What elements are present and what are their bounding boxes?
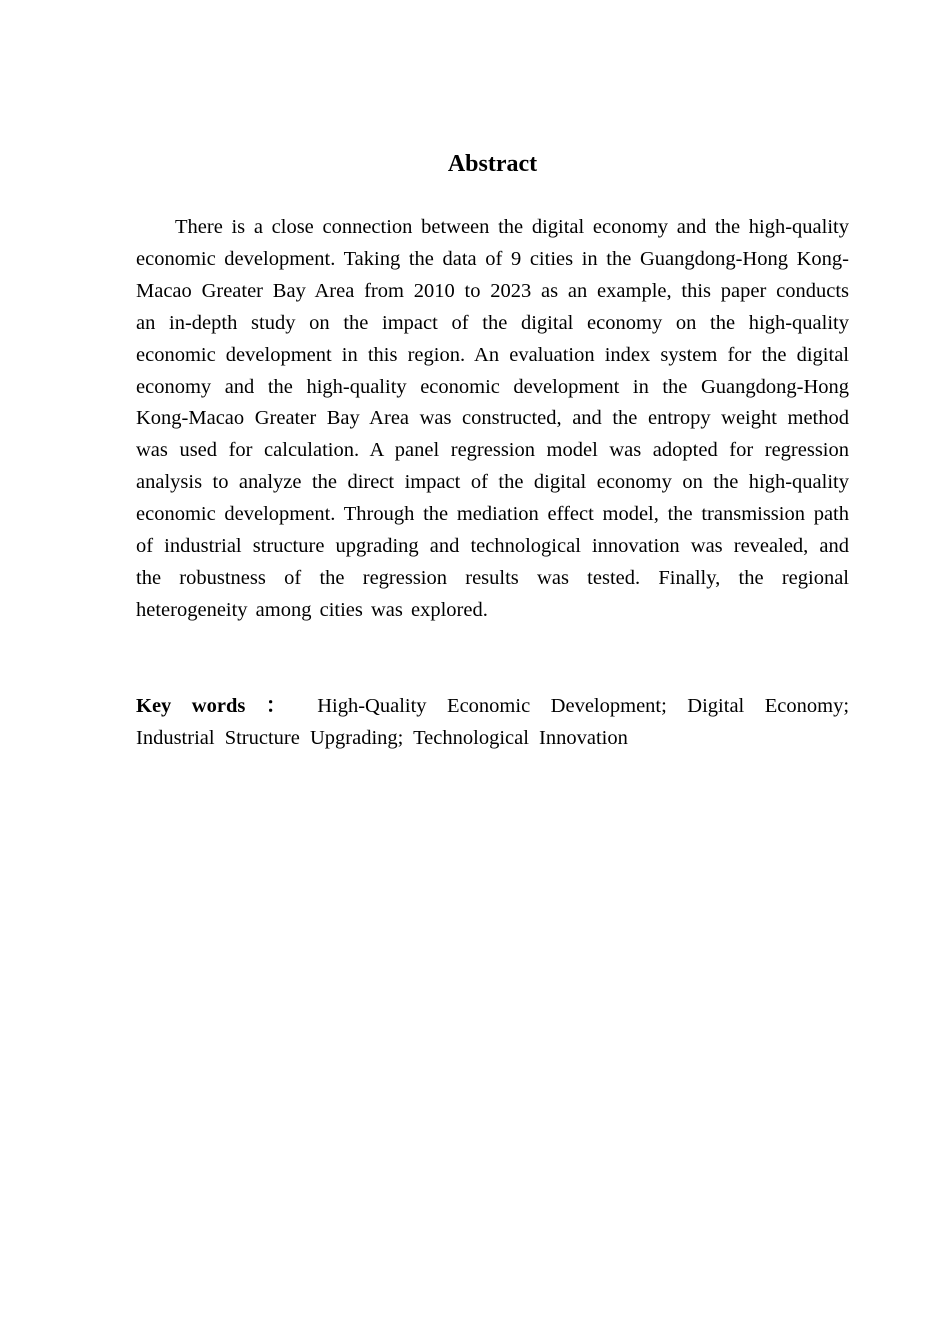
abstract-body: There is a close connection between the digital economy and the high-quality economic development. Taking the data of 9 cities in the Guangdong-Hong Kong-Macao Greater Bay Area from 2010 to 2023 as an example, this paper conducts an in-depth study on the impact of the digital economy on the high-quality economic development in this region. An evaluation index system for the digital economy and the high-quality economic development in the Guangdong-Hong Kong-Macao Greater Bay Area was constructed, and the entropy weight method was used for calculation. A panel regression model was adopted for regression analysis to analyze the direct impact of the digital economy on the high-quality economic development. Through the mediation effect model, the transmission path of industrial structure upgrading and technological innovation was revealed, and the robustness of the regression results was tested. Finally, the regional heterogeneity among cities was explored.	[136, 216, 849, 621]
keywords-text: High-Quality Economic Development; Digital Economy; Industrial Structure Upgrading; Technological Innovation	[136, 695, 850, 749]
abstract-title: Abstract	[447, 151, 538, 177]
keywords-paragraph	[136, 691, 849, 755]
keywords-label: Key words ：	[136, 695, 297, 717]
